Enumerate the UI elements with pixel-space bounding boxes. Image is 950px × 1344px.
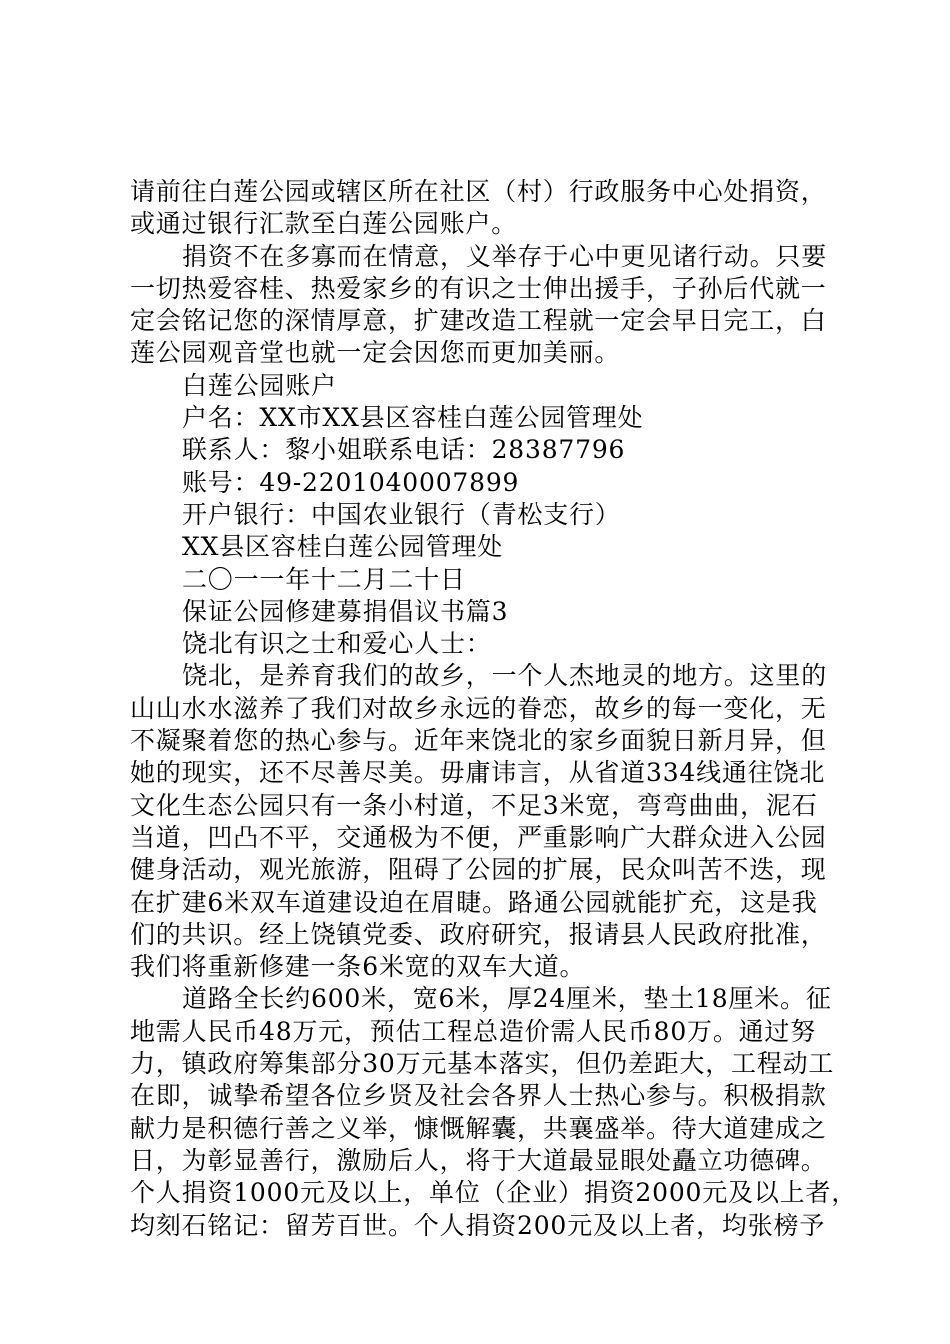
text-line: 均刻石铭记：留芳百世。个人捐资200元及以上者，均张榜予 — [130, 1210, 826, 1240]
text-line: 日，为彰显善行，激励后人，将于大道最显眼处矗立功德碑。 — [130, 1145, 827, 1175]
text-line: 当道，凹凸不平，交通极为不便，严重影响广大群众进入公园 — [130, 822, 827, 852]
text-line: 账号：49-2201040007899 — [182, 467, 520, 497]
text-line: 在扩建6米双车道建设迫在眉睫。路通公园就能扩充，这是我 — [130, 887, 818, 917]
text-line: 或通过银行汇款至白莲公园账户。 — [130, 209, 518, 239]
text-line: 我们将重新修建一条6米宽的双车大道。 — [130, 952, 586, 982]
text-line: 定会铭记您的深情厚意，扩建改造工程就一定会早日完工，白 — [130, 306, 827, 336]
text-line: 们的共识。经上饶镇党委、政府研究，报请县人民政府批准， — [130, 919, 827, 949]
text-line: 开户银行：中国农业银行（青松支行） — [182, 499, 621, 529]
text-line: 不凝聚着您的热心参与。近年来饶北的家乡面貌日新月异，但 — [130, 726, 827, 756]
text-line: 一切热爱容桂、热爱家乡的有识之士伸出援手，子孙后代就一 — [130, 273, 827, 303]
text-line: 捐资不在多寡而在情意，义举存于心中更见诸行动。只要 — [182, 241, 828, 271]
text-line: 健身活动，观光旅游，阻碍了公园的扩展，民众叫苦不迭，现 — [130, 855, 827, 885]
text-line: 白莲公园账户 — [182, 370, 337, 400]
text-line: 道路全长约600米，宽6米，厚24厘米，垫土18厘米。征 — [182, 984, 832, 1014]
text-line: 文化生态公园只有一条小村道，不足3米宽，弯弯曲曲，泥石 — [130, 790, 818, 820]
text-line: 保证公园修建募捐倡议书篇3 — [182, 596, 509, 626]
text-line: 个人捐资1000元及以上，单位（企业）捐资2000元及以上者， — [130, 1178, 858, 1208]
text-line: 饶北有识之士和爱心人士： — [182, 629, 492, 659]
text-line: 二〇一一年十二月二十日 — [182, 564, 466, 594]
text-line: XX县区容桂白莲公园管理处 — [182, 532, 503, 562]
text-line: 莲公园观音堂也就一定会因您而更加美丽。 — [130, 338, 621, 368]
text-line: 在即，诚挚希望各位乡贤及社会各界人士热心参与。积极捐款 — [130, 1081, 827, 1111]
text-line: 户名：XX市XX县区容桂白莲公园管理处 — [182, 403, 644, 433]
text-line: 山山水水滋养了我们对故乡永远的眷恋，故乡的每一变化，无 — [130, 693, 827, 723]
text-line: 她的现实，还不尽善尽美。毋庸讳言，从省道334线通往饶北 — [130, 758, 826, 788]
text-line: 联系人：黎小姐联系电话：28387796 — [182, 435, 626, 465]
text-line: 饶北，是养育我们的故乡，一个人杰地灵的地方。这里的 — [182, 661, 828, 691]
text-line: 献力是积德行善之义举，慷慨解囊，共襄盛举。待大道建成之 — [130, 1113, 827, 1143]
text-line: 请前往白莲公园或辖区所在社区（村）行政服务中心处捐资， — [130, 177, 827, 206]
text-line: 地需人民币48万元，预估工程总造价需人民币80万。通过努 — [130, 1016, 817, 1046]
text-line: 力，镇政府筹集部分30万元基本落实，但仍差距大，工程动工 — [130, 1049, 835, 1079]
document-page — [130, 176, 858, 1242]
